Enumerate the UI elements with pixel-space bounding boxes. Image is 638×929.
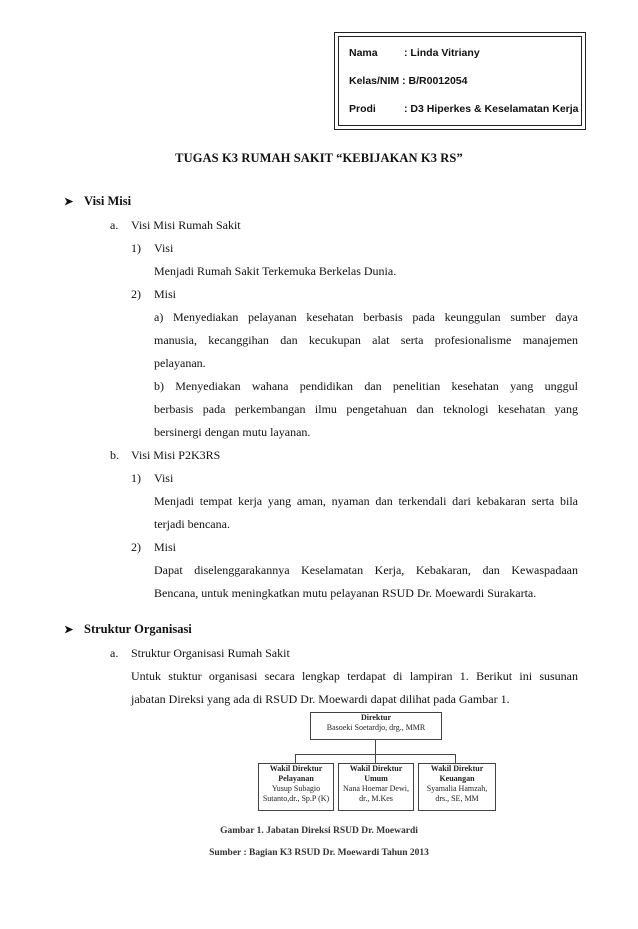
section-visi-misi bbox=[64, 194, 131, 209]
arrow-bullet-icon: ➤ bbox=[64, 624, 74, 636]
org-direktur-title: Direktur bbox=[360, 713, 392, 722]
item-a2-title: Misi bbox=[154, 287, 177, 301]
org-box-subtitle: Pelayanan bbox=[278, 774, 314, 783]
org-box-title: Wakil Direktur bbox=[269, 764, 323, 773]
identity-prodi-key: Prodi bbox=[349, 103, 376, 115]
misi-a-line-3: pelayanan. bbox=[154, 356, 206, 370]
org-box-pelayanan bbox=[258, 763, 334, 811]
item-a1-label: 1) bbox=[131, 241, 141, 255]
struktur-a-title: Struktur Organisasi Rumah Sakit bbox=[131, 646, 290, 660]
org-box-subtitle: Keuangan bbox=[439, 774, 475, 783]
misi-b-line-2: berbasis pada perkembangan ilmu pengetahuan dan teknologi kesehatan yang bbox=[154, 402, 578, 416]
org-connector-right bbox=[455, 754, 456, 763]
item-b-title: Visi Misi P2K3RS bbox=[131, 448, 221, 462]
org-connector-left bbox=[295, 754, 296, 763]
struktur-text-line-1: Untuk stuktur organisasi secara lengkap terdapat di lampiran 1. Berikut ini susunan bbox=[131, 669, 578, 683]
org-chart bbox=[258, 712, 500, 824]
misi-b-line-1: b) Menyediakan wahana pendidikan dan penelitian kesehatan yang unggul bbox=[154, 379, 578, 393]
org-box-title: Wakil Direktur bbox=[349, 764, 403, 773]
misi-b-line-3: bersinergi dengan mutu layanan. bbox=[154, 425, 311, 439]
item-a-title: Visi Misi Rumah Sakit bbox=[131, 218, 241, 232]
org-box-name: Yusup Subagio bbox=[271, 784, 321, 793]
item-b2-label: 2) bbox=[131, 540, 141, 554]
org-box-keuangan bbox=[418, 763, 496, 811]
item-a1-text: Menjadi Rumah Sakit Terkemuka Berkelas Dunia. bbox=[154, 264, 397, 278]
figure-source: Sumber : Bagian K3 RSUD Dr. Moewardi Tahun 2013 bbox=[209, 848, 429, 858]
b1-text-line-2: terjadi bencana. bbox=[154, 517, 230, 531]
item-a-label: a. bbox=[110, 218, 119, 232]
org-connector-middle bbox=[375, 754, 376, 763]
section-struktur bbox=[64, 622, 192, 637]
section-visi-misi-heading: Visi Misi bbox=[84, 194, 132, 208]
b2-text-line-2: Bencana, untuk meningkatkan mutu pelayanan RSUD Dr. Moewardi Surakarta. bbox=[154, 586, 537, 600]
identity-prodi-row bbox=[349, 103, 579, 115]
section-struktur-heading: Struktur Organisasi bbox=[84, 622, 192, 636]
identity-prodi-value: : D3 Hiperkes & Keselamatan Kerja bbox=[404, 103, 579, 115]
identity-name-key: Nama bbox=[349, 47, 378, 59]
identity-name-value: : Linda Vitriany bbox=[404, 47, 480, 59]
struktur-a-label: a. bbox=[110, 646, 119, 660]
item-b2-title: Misi bbox=[154, 540, 177, 554]
identity-class-row bbox=[349, 75, 467, 87]
item-b1-title: Visi bbox=[154, 471, 174, 485]
org-box-name-2: dr., M.Kes bbox=[359, 794, 393, 803]
org-box-direktur bbox=[310, 712, 442, 740]
item-b1-label: 1) bbox=[131, 471, 141, 485]
org-box-name: Nana Hoemar Dewi, bbox=[343, 784, 409, 793]
identity-box bbox=[334, 32, 586, 130]
struktur-text-line-2: jabatan Direksi yang ada di RSUD Dr. Moewardi dapat dilihat pada Gambar 1. bbox=[131, 692, 510, 706]
item-a2-label: 2) bbox=[131, 287, 141, 301]
org-box-subtitle: Umum bbox=[364, 774, 388, 783]
org-box-name-2: Sutanto,dr., Sp.P (K) bbox=[262, 794, 330, 803]
org-box-umum bbox=[338, 763, 414, 811]
b1-text-line-1: Menjadi tempat kerja yang aman, nyaman dan terkendali dari kebakaran serta bila bbox=[154, 494, 578, 508]
org-box-name-2: drs., SE, MM bbox=[435, 794, 479, 803]
org-box-title: Wakil Direktur bbox=[430, 764, 484, 773]
identity-name-row bbox=[349, 47, 480, 59]
identity-box-inner-border bbox=[338, 36, 582, 126]
misi-a-line-2: manusia, kecanggihan dan kecukupan alat serta profesionalisme manajemen bbox=[154, 333, 578, 347]
org-connector-vertical bbox=[375, 740, 376, 754]
identity-class-value: : B/R0012054 bbox=[402, 75, 468, 87]
org-box-name: Syamalia Hamzah, bbox=[426, 784, 488, 793]
misi-a-line-1: a) Menyediakan pelayanan kesehatan berbasis pada keunggulan sumber daya bbox=[154, 310, 578, 324]
figure-caption: Gambar 1. Jabatan Direksi RSUD Dr. Moewardi bbox=[220, 826, 418, 836]
org-direktur-name: Basoeki Soetardjo, drg., MMR bbox=[326, 723, 426, 732]
arrow-bullet-icon: ➤ bbox=[64, 196, 74, 208]
document-title: TUGAS K3 RUMAH SAKIT “KEBIJAKAN K3 RS” bbox=[175, 151, 463, 165]
item-a1-title: Visi bbox=[154, 241, 174, 255]
b2-text-line-1: Dapat diselenggarakannya Keselamatan Kerja, Kebakaran, dan Kewaspadaan bbox=[154, 563, 578, 577]
identity-class-key: Kelas/NIM bbox=[349, 75, 400, 87]
item-b-label: b. bbox=[110, 448, 119, 462]
